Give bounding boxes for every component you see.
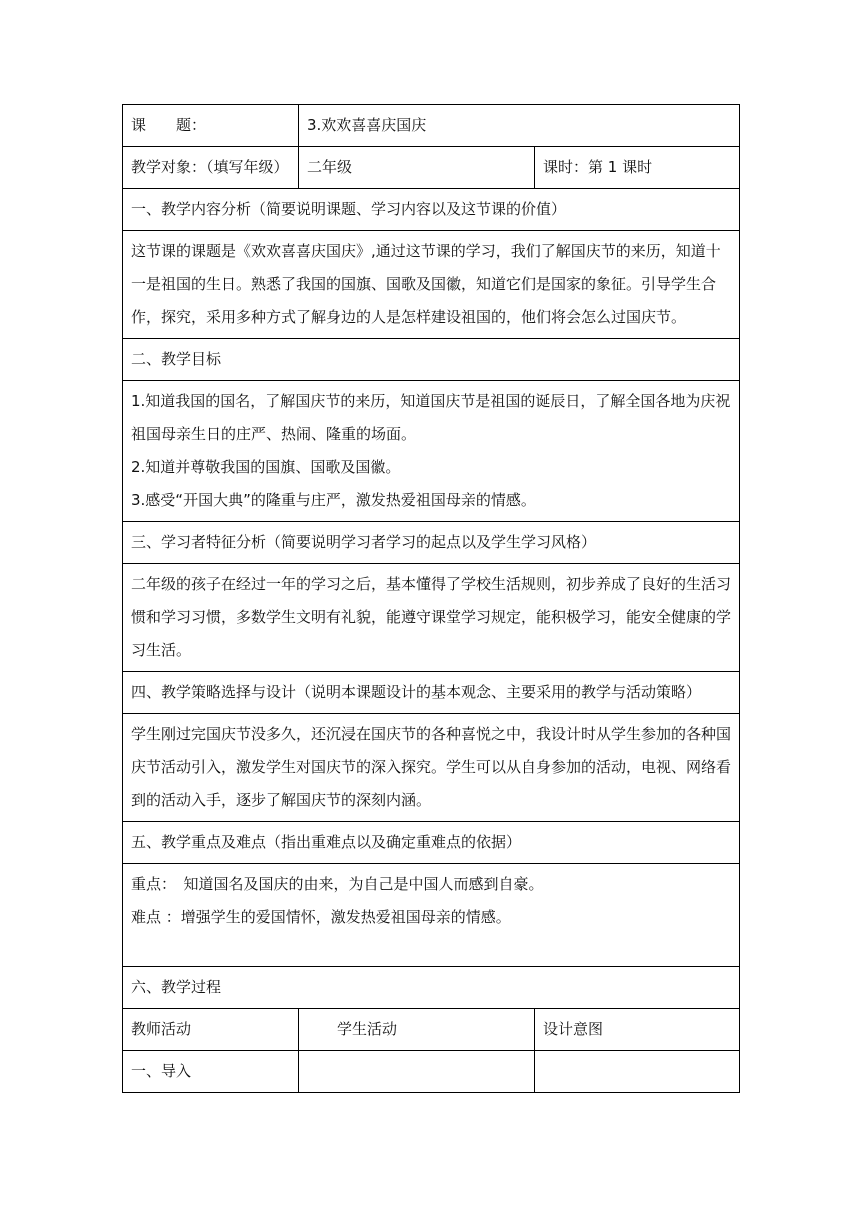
content-analysis-heading: 一、教学内容分析（简要说明课题、学习内容以及这节课的价值） xyxy=(123,189,740,231)
topic-row xyxy=(123,105,740,147)
strategy-text: 学生刚过完国庆节没多久，还沉浸在国庆节的各种喜悦之中，我设计时从学生参加的各种国庆节活动引入，激发学生对国庆节的深入探究。学生可以从自身参加的活动，电视、网络看到的活动入手，逐步了解国庆节的深刻内涵。 xyxy=(123,714,740,822)
audience-row xyxy=(123,147,740,189)
process-header-row xyxy=(123,1009,740,1051)
key-points-body xyxy=(123,864,740,967)
content-analysis-text: 这节课的课题是《欢欢喜喜庆国庆》,通过这节课的学习，我们了解国庆节的来历，知道十一是祖国的生日。熟悉了我国的国旗、国歌及国徽，知道它们是国家的象征。引导学生合作，探究，采用多种方式了解身边的人是怎样建设祖国的，他们将会怎么过国庆节。 xyxy=(123,231,740,339)
section-body xyxy=(123,564,740,672)
learner-analysis-heading: 三、学习者特征分析（简要说明学习者学习的起点以及学生学习风格） xyxy=(123,522,740,564)
section-heading xyxy=(123,522,740,564)
blank-line xyxy=(131,934,731,962)
objectives-list xyxy=(123,381,740,522)
step-intro-student xyxy=(299,1051,535,1093)
audience-label: 教学对象：（填写年级） xyxy=(123,147,299,189)
section-heading xyxy=(123,967,740,1009)
section-heading xyxy=(123,822,740,864)
step-intro-intent xyxy=(535,1051,740,1093)
process-row xyxy=(123,1051,740,1093)
topic-value: 3.欢欢喜喜庆国庆 xyxy=(299,105,740,147)
audience-value: 二年级 xyxy=(299,147,535,189)
step-intro: 一、导入 xyxy=(123,1051,299,1093)
strategy-heading: 四、教学策略选择与设计（说明本课题设计的基本观念、主要采用的教学与活动策略） xyxy=(123,672,740,714)
section-body xyxy=(123,231,740,339)
process-heading: 六、教学过程 xyxy=(123,967,740,1009)
design-intent-header: 设计意图 xyxy=(535,1009,740,1051)
lesson-plan-table xyxy=(122,104,740,1093)
section-body xyxy=(123,864,740,967)
objective-item: 1.知道我国的国名，了解国庆节的来历，知道国庆节是祖国的诞辰日，了解全国各地为庆祝祖国母亲生日的庄严、热闹、隆重的场面。 xyxy=(131,392,731,443)
key-point: 重点： 知道国名及国庆的由来，为自己是中国人而感到自豪。 xyxy=(131,875,544,893)
learner-analysis-text: 二年级的孩子在经过一年的学习之后，基本懂得了学校生活规则，初步养成了良好的生活习惯和学习习惯，多数学生文明有礼貌，能遵守课堂学习规定，能积极学习，能安全健康的学习生活。 xyxy=(123,564,740,672)
lesson-plan-document xyxy=(122,104,739,1093)
section-body xyxy=(123,714,740,822)
objectives-heading: 二、教学目标 xyxy=(123,339,740,381)
class-period: 课时：第 1 课时 xyxy=(535,147,740,189)
objective-item: 3.感受“开国大典”的隆重与庄严，激发热爱祖国母亲的情感。 xyxy=(131,491,536,509)
difficulty-point: 难点 ：增强学生的爱国情怀，激发热爱祖国母亲的情感。 xyxy=(131,908,511,926)
section-heading xyxy=(123,672,740,714)
key-points-heading: 五、教学重点及难点（指出重难点以及确定重难点的依据） xyxy=(123,822,740,864)
section-heading xyxy=(123,189,740,231)
topic-label: 课 题： xyxy=(123,105,299,147)
section-heading xyxy=(123,339,740,381)
student-activity-header: 学生活动 xyxy=(299,1009,535,1051)
objective-item: 2.知道并尊敬我国的国旗、国歌及国徽。 xyxy=(131,458,401,476)
teacher-activity-header: 教师活动 xyxy=(123,1009,299,1051)
section-body xyxy=(123,381,740,522)
